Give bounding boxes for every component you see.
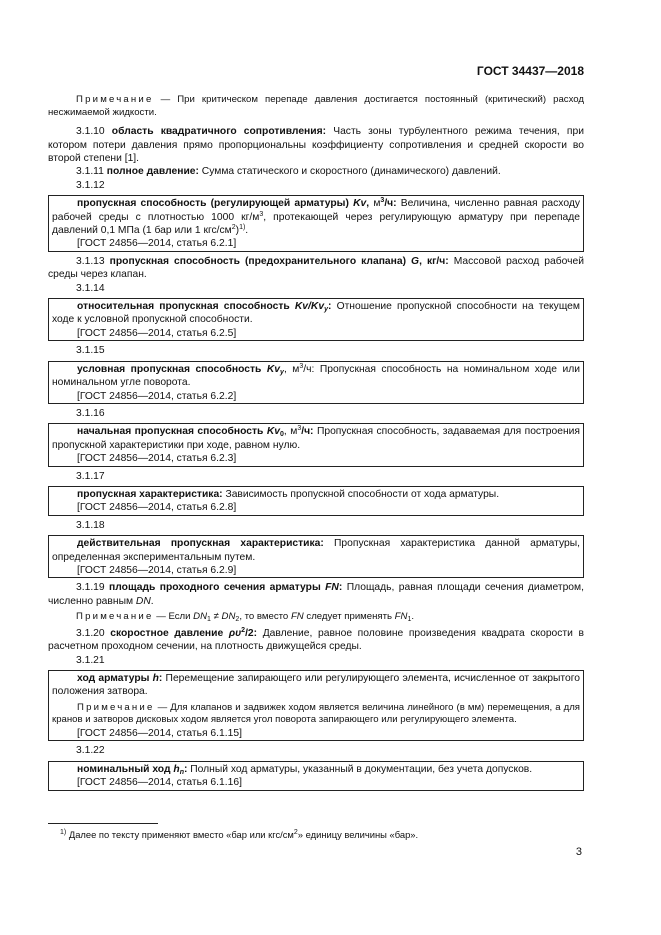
note-label: Примечание [77,701,155,713]
source-reference: [ГОСТ 24856—2014, статья 6.1.15] [77,728,242,739]
footnote: $^{1)}$ Далее по тексту применяют вместо «бар или кгс/$см^2$» единицу величины «бар». [60,829,419,840]
term-box-3-1-14: относительная пропускная способность $Kv/Kv_y$: Отношение пропускной способности на текущем ходе к условной пропускной способности. [ГОСТ 24856—2014, статья 6.2.5] [48,298,584,341]
page-content [48,94,584,794]
term-title: номинальный ход [77,763,171,775]
source-reference: [ГОСТ 24856—2014, статья 6.2.3] [77,453,237,465]
source-reference: [ГОСТ 24856—2014, статья 6.2.5] [77,327,237,339]
term-box-3-1-12: пропускная способность (регулирующей арматуры) Kv, $м^3/ч$: Величина, численно равная расходу рабочей среды с плотностью 1000 $кг/м^3$, протекающей через регулирующую арматуру при перепаде давлений 0,1 МПа (1 бар или 1 кгс/$см^2)^{1)}$. [ГОСТ 24856—2014, статья 6.2.1] [48,195,584,252]
term-box-3-1-15: условная пропускная способность $Kv_y$, $м^3/ч$: Пропускная способность на номинальном ходе или номинальном угле поворота. [ГОСТ 24856—2014, статья 6.2.2] [48,361,584,404]
term-box-3-1-16: начальная пропускная способность $Kv_0$, $м^3/ч$: Пропускная способность, задаваемая для построения пропускной характеристики при ходе, равном нулю. [ГОСТ 24856—2014, статья 6.2.3] [48,423,584,466]
section-number-3-1-22: 3.1.22 [76,745,105,757]
section-number-3-1-12: 3.1.12 [76,179,105,191]
source-reference: [ГОСТ 24856—2014, статья 6.2.2] [77,390,237,402]
section-number-3-1-17: 3.1.17 [76,470,105,482]
term-box-3-1-18: действительная пропускная характеристика: Пропускная характеристика данной арматуры, определенная экспериментальным путем. [ГОСТ 24856—2014, статья 6.2.9] [48,535,584,578]
term-box-3-1-21: ход арматуры h: Перемещение запирающего или регулирующего элемента, исчисленное от закрытого положения затвора. Примечание — Для клапанов и задвижек ходом является величина линейного (в мм) перемещения, а для кранов и затворов дисковых ходом является угол поворота запирающего или регулирующего элемента. [ГОСТ 24856—2014, статья 6.1.15] [48,670,584,741]
source-reference: [ГОСТ 24856—2014, статья 6.1.16] [77,777,242,789]
section-number-3-1-15: 3.1.15 [76,345,105,357]
document-header: ГОСТ 34437—2018 [476,64,584,78]
note-critical-pressure: Примечание — При критическом перепаде давления достигается постоянный (критический) расход несжимаемой жидкости. [48,94,584,118]
term-title: полное давление: [106,166,199,178]
term-3-1-11: 3.1.11 полное давление: Сумма статического и скоростного (динамического) давлений. [76,166,501,178]
footnote-ref: 1) [239,224,246,232]
section-number-3-1-18: 3.1.18 [76,519,105,531]
source-reference: [ГОСТ 24856—2014, статья 6.2.9] [77,564,237,576]
term-title: относительная пропускная способность [77,301,290,313]
term-3-1-20: 3.1.20 скоростное давление $\rho\upsilon^2/2$: Давление, равное половине произведения квадрата скорости в расчетном проходном сечении, на плотность движущейся среды. [48,626,584,653]
term-title: область квадратичного сопротивления: [111,126,327,138]
section-number-3-1-14: 3.1.14 [76,282,105,294]
source-reference: [ГОСТ 24856—2014, статья 6.2.1] [77,238,237,250]
note-3-1-19: Примечание — Если $DN_1 \ne DN_2$, то вместо FN следует применять $FN_1$. [76,611,415,624]
section-number-3-1-16: 3.1.16 [76,407,105,419]
note-label: Примечание [76,611,154,623]
section-number-3-1-21: 3.1.21 [76,654,105,666]
term-title: пропускная способность (предохранительного клапана) [109,255,407,267]
footnote-divider [48,823,158,824]
term-title: пропускная способность (регулирующей арматуры) [77,198,349,210]
term-3-1-13: 3.1.13 пропускная способность (предохранительного клапана) G, кг/ч: Массовой расход рабочей среды через клапан. [48,255,584,281]
footnote-mark: 1) [60,829,67,836]
term-3-1-19: 3.1.19 площадь проходного сечения арматуры FN: Площадь, равная площади сечения диаметром, численно равным DN. [48,582,584,607]
term-box-3-1-22: номинальный ход $h_n$: Полный ход арматуры, указанный в документации, без учета допусков. [ГОСТ 24856—2014, статья 6.1.16] [48,761,584,791]
term-title: ход арматуры [77,673,150,684]
term-title: площадь проходного сечения арматуры [109,582,321,594]
note-label: Примечание [76,94,154,105]
term-title: начальная пропускная способность [77,426,264,438]
note-3-1-21: Примечание — Для клапанов и задвижек ходом является величина линейного (в мм) перемещения, а для кранов и затворов дисковых ходом является угол поворота запирающего или регулирующего элемента. [52,701,580,726]
source-reference: [ГОСТ 24856—2014, статья 6.2.8] [77,502,237,514]
term-title: условная пропускная способность [77,363,262,375]
term-3-1-10: 3.1.10 область квадратичного сопротивления: Часть зоны турбулентного режима течения, при котором потери давления прямо пропорциональны коэффициенту сопротивления и средней скорости во второй степени [1]. [48,126,584,164]
page-number: 3 [575,846,582,858]
term-title: действительная пропускная характеристика: [77,538,324,550]
term-title: скоростное давление [110,627,224,639]
term-box-3-1-17: пропускная характеристика: Зависимость пропускной способности от хода арматуры. [ГОСТ 24856—2014, статья 6.2.8] [48,486,584,516]
term-title: пропускная характеристика: [77,488,223,500]
